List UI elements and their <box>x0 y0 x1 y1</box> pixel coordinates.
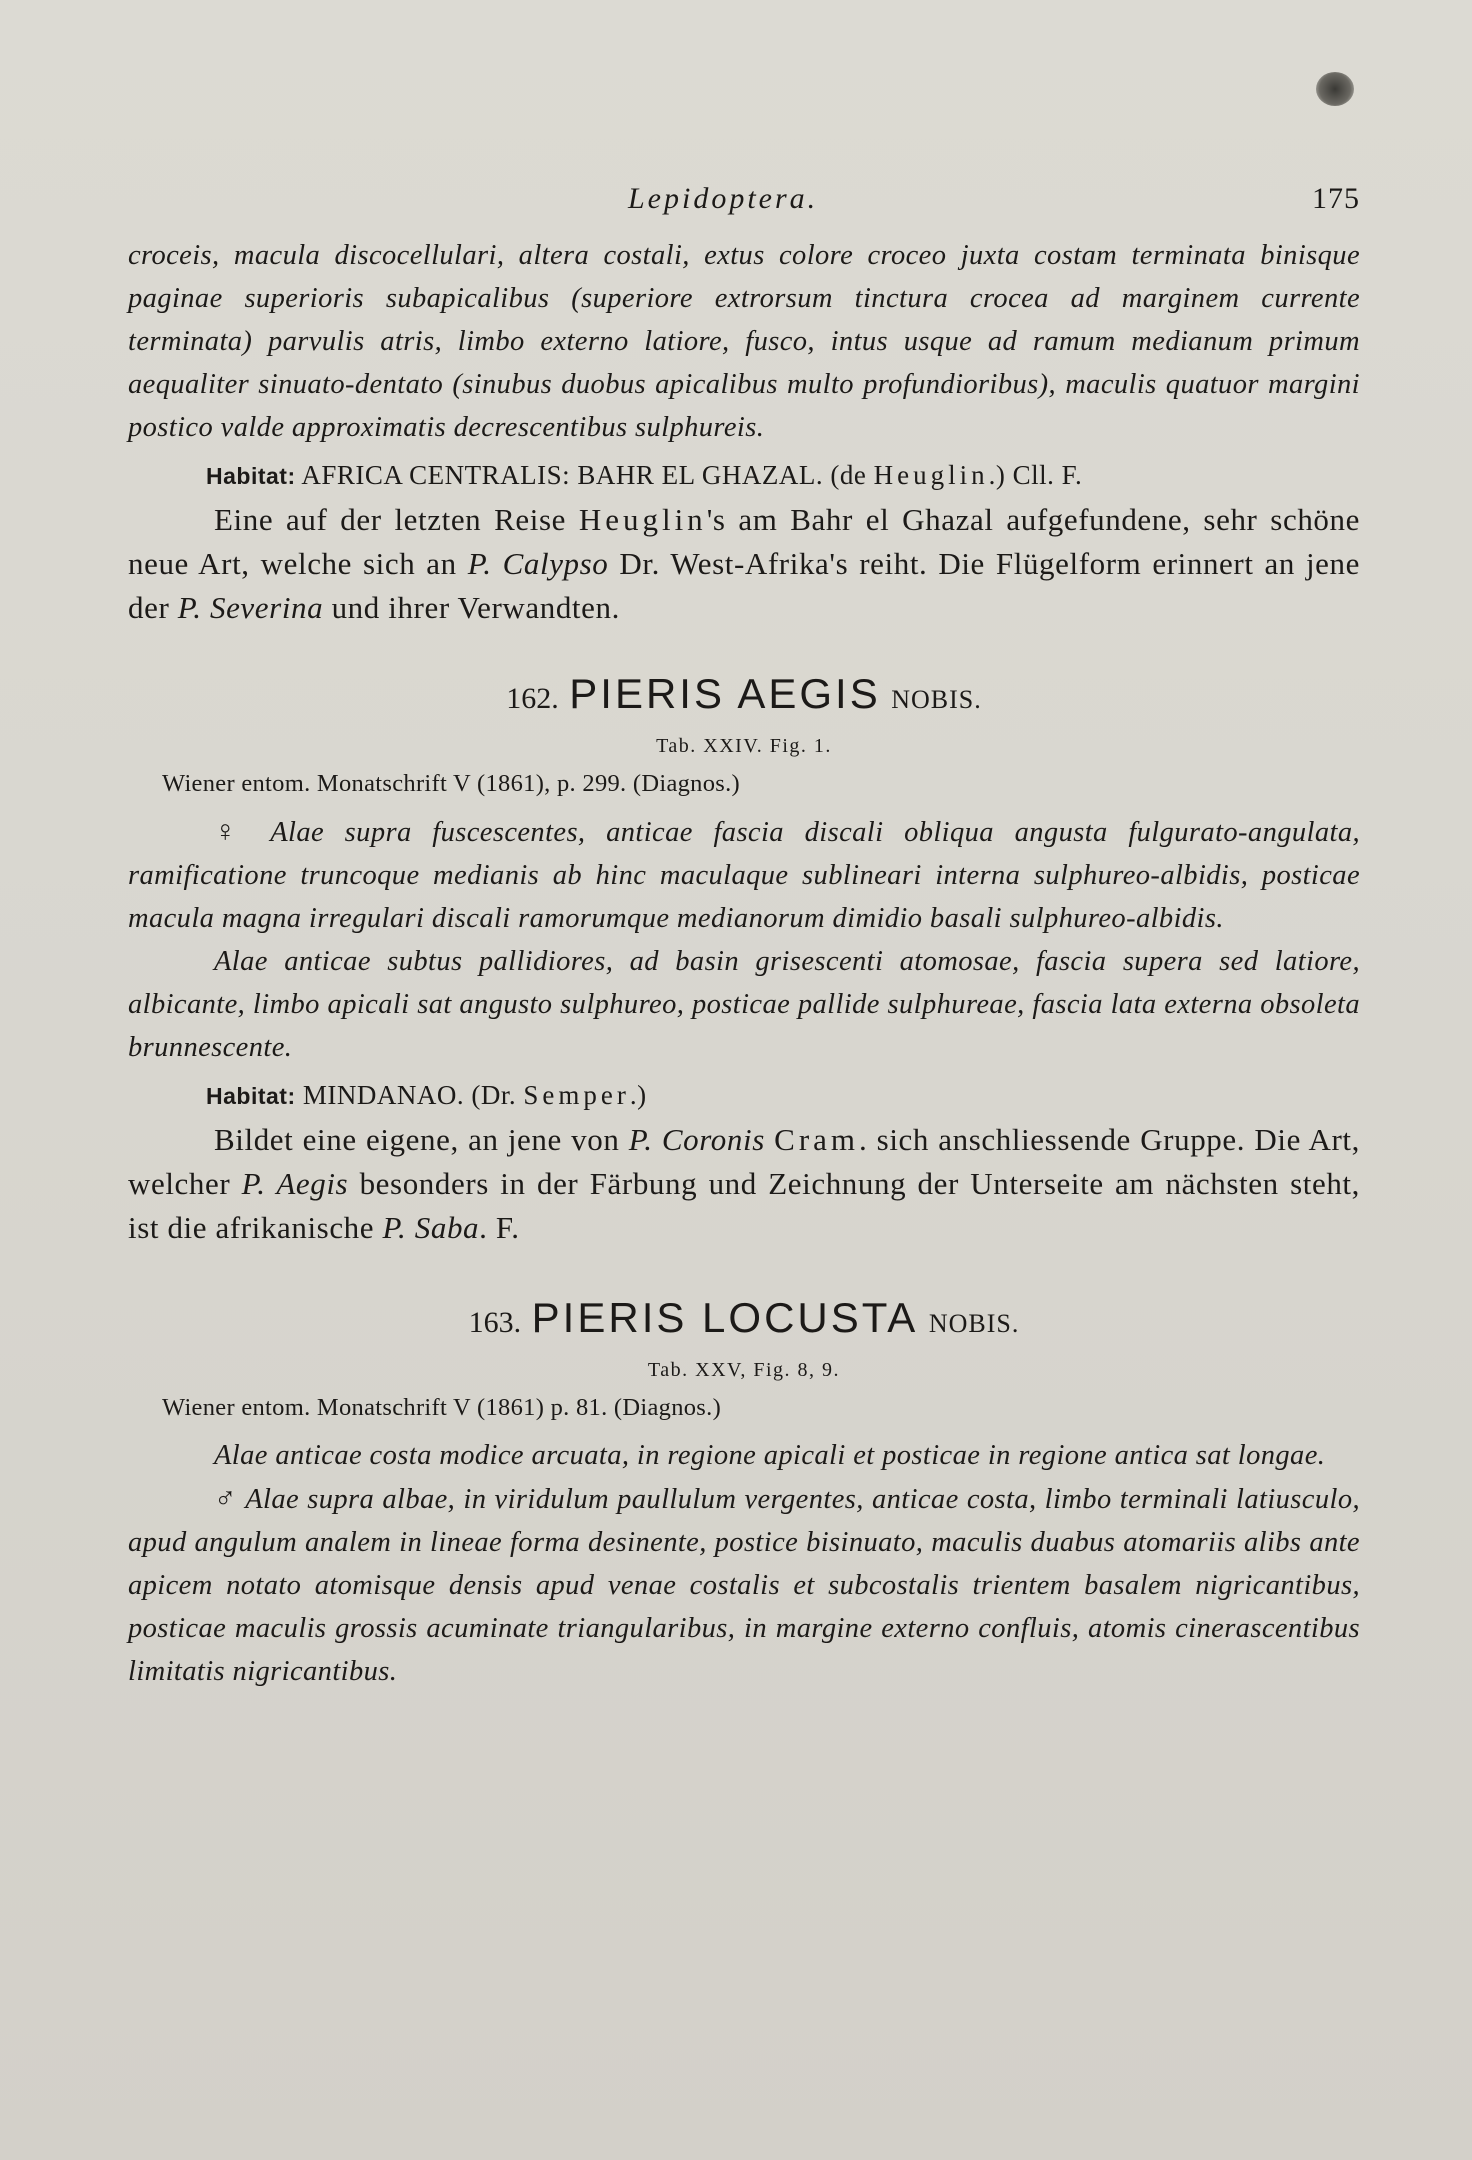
species-heading-162: 162. PIERIS AEGIS NOBIS. <box>506 670 982 717</box>
latin-diagnosis-162-under: Alae anticae subtus pallidiores, ad basin grisescenti atomosae, fascia supera sed latiore, albicante, limbo apicali sat angusto sulphureo, posticae pallide sulphureae, fascia lata externa obsoleta brunnescente. <box>128 946 1360 1063</box>
literature-reference-162: Wiener entom. Monatschrift V (1861), p. 299. (Diagnos.) <box>162 770 741 797</box>
habitat-162: Habitat: MINDANAO. (Dr. Semper.) <box>206 1080 647 1110</box>
page-content <box>128 178 1360 1693</box>
intro-habitat: Habitat: AFRICA CENTRALIS: BAHR EL GHAZAL. (de Heuglin.) Cll. F. <box>206 460 1083 490</box>
latin-diagnosis-163-male: ♂ Alae supra albae, in viridulum paullulum vergentes, anticae costa, limbo terminali latiusculo, apud angulum analem in lineae forma desinente, postice bisinuato, maculis duabus atomariis alibs ante apicem notato atomisque densis apud venae costalis et subcostalis trientem basalem nigricantibus, posticae maculis grossis acuminate triangularibus, in margine externo confluis, atomis cinerascentibus limitatis nigricantibus. <box>128 1482 1360 1687</box>
habitat-label: Habitat: <box>206 1083 296 1109</box>
latin-diagnosis-162-upper: ♀ Alae supra fuscescentes, anticae fascia discali obliqua angusta fulgurato-angulata, ramificatione truncoque medianis ab hinc maculaque sublineari interna sulphureo-albidis, posticae macula magna irregulari discali ramorumque medianorum dimidio basali sulphureo-albidis. <box>128 815 1360 934</box>
german-remark-162: Bildet eine eigene, an jene von P. Coronis Cram. sich anschliessende Gruppe. Die Art, welcher P. Aegis besonders in der Färbung und Zeichnung der Unterseite am nächsten steht, ist die afrikanische P. Saba. F. <box>128 1122 1360 1245</box>
plate-reference-163: Tab. XXV, Fig. 8, 9. <box>647 1359 841 1381</box>
page-number: 175 <box>1312 182 1360 215</box>
plate-reference-162: Tab. XXIV. Fig. 1. <box>656 735 832 757</box>
latin-diagnosis-163-general: Alae anticae costa modice arcuata, in regione apicali et posticae in regione antica sat longae. <box>214 1440 1326 1471</box>
female-symbol-icon: ♀ <box>214 815 251 848</box>
literature-reference-163: Wiener entom. Monatschrift V (1861) p. 81. (Diagnos.) <box>162 1394 722 1421</box>
intro-german-remark: Eine auf der letzten Reise Heuglin's am Bahr el Ghazal aufgefundene, sehr schöne neue Art, welche sich an P. Calypso Dr. West-Afrika's reiht. Die Flügelform erinnert an jene der P. Severina und ihrer Verwandten. <box>128 502 1360 625</box>
species-heading-163: 163. PIERIS LOCUSTA NOBIS. <box>468 1294 1020 1341</box>
habitat-label: Habitat: <box>206 463 296 489</box>
intro-latin-description: croceis, macula discocellulari, altera costali, extus colore croceo juxta costam terminata binisque paginae superioris subapicalibus (superiore extrorsum tinctura crocea ad marginem currente terminata) parvulis atris, limbo externo latiore, fusco, intus usque ad ramum medianum primum aequaliter sinuato-dentato (sinubus duobus apicalibus multo profundioribus), maculis quatuor margini postico valde approximatis decrescentibus sulphureis. <box>128 240 1360 443</box>
page-header <box>128 178 1360 234</box>
ink-blot <box>1316 72 1354 106</box>
male-symbol-icon: ♂ <box>214 1482 238 1515</box>
running-title: Lepidoptera. <box>628 182 819 215</box>
